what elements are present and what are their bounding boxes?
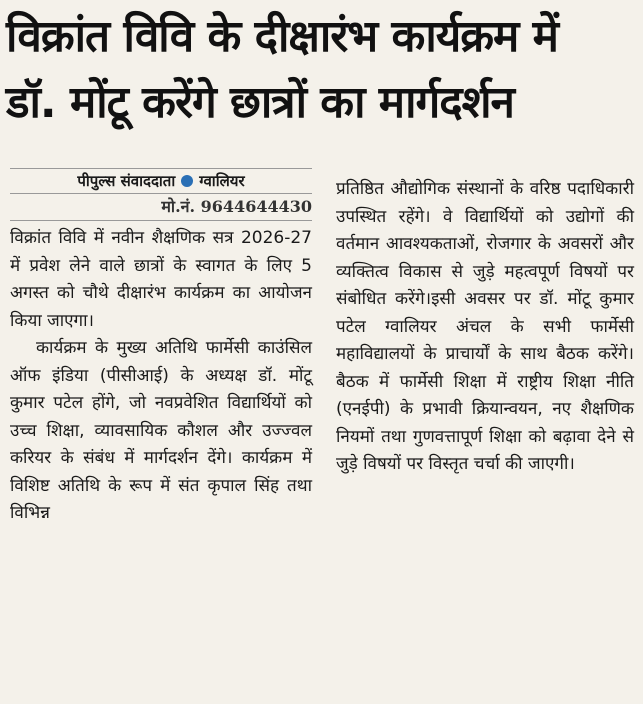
article-paragraph-2: कार्यक्रम के मुख्य अतिथि फार्मेसी काउंसिल ऑफ इंडिया (पीसीआई) के अध्यक्ष डॉ. मोंटू कुमार पटेल होंगे, जो नवप्रवेशित विद्यार्थियों को उच्च शिक्षा, व्यावसायिक कौशल और उज्ज्वल करियर के संबंध में मार्गदर्शन देंगे। कार्यक्रम में विशिष्ट अतिथि के रूप में संत कृपाल सिंह तथा विभिन्न	[10, 338, 312, 523]
headline	[6, 4, 637, 136]
reporter-phone: मो.नं. 9644644430	[10, 194, 312, 221]
article-column-left	[10, 168, 312, 528]
dateline-city: ग्वालियर	[199, 172, 245, 190]
reporter-name: पीपुल्स संवाददाता	[77, 172, 176, 190]
headline-line-2: डॉ. मोंटू करेंगे छात्रों का मार्गदर्शन	[6, 77, 514, 128]
byline	[10, 168, 312, 194]
headline-line-1: विक्रांत विवि के दीक्षारंभ कार्यक्रम में	[6, 11, 558, 62]
bullet-dot-icon	[181, 175, 193, 187]
article-column-right	[336, 176, 634, 479]
article-paragraph-1: विक्रांत विवि में नवीन शैक्षणिक सत्र 2026-27 में प्रवेश लेने वाले छात्रों के स्वागत के लिए 5 अगस्त को चौथे दीक्षारंभ कार्यक्रम का आयोजन किया जाएगा।	[10, 228, 312, 331]
article-paragraph-3: प्रतिष्ठित औद्योगिक संस्थानों के वरिष्ठ पदाधिकारी उपस्थित रहेंगे। वे विद्यार्थियों को उद्योगों की वर्तमान आवश्यकताओं, रोजगार के अवसरों और व्यक्तित्व विकास से जुड़े महत्वपूर्ण विषयों पर संबोधित करेंगे।इसी अवसर पर डॉ. मोंटू कुमार पटेल ग्वालियर अंचल के सभी फार्मेसी महाविद्यालयों के प्राचार्यों के साथ बैठक करेंगे। बैठक में फार्मेसी शिक्षा में राष्ट्रीय शिक्षा नीति (एनईपी) के प्रभावी क्रियान्वयन, नए शैक्षणिक नियमों तथा गुणवत्तापूर्ण शिक्षा को बढ़ावा देने से जुड़े विषयों पर विस्तृत चर्चा की जाएगी।	[336, 179, 634, 474]
